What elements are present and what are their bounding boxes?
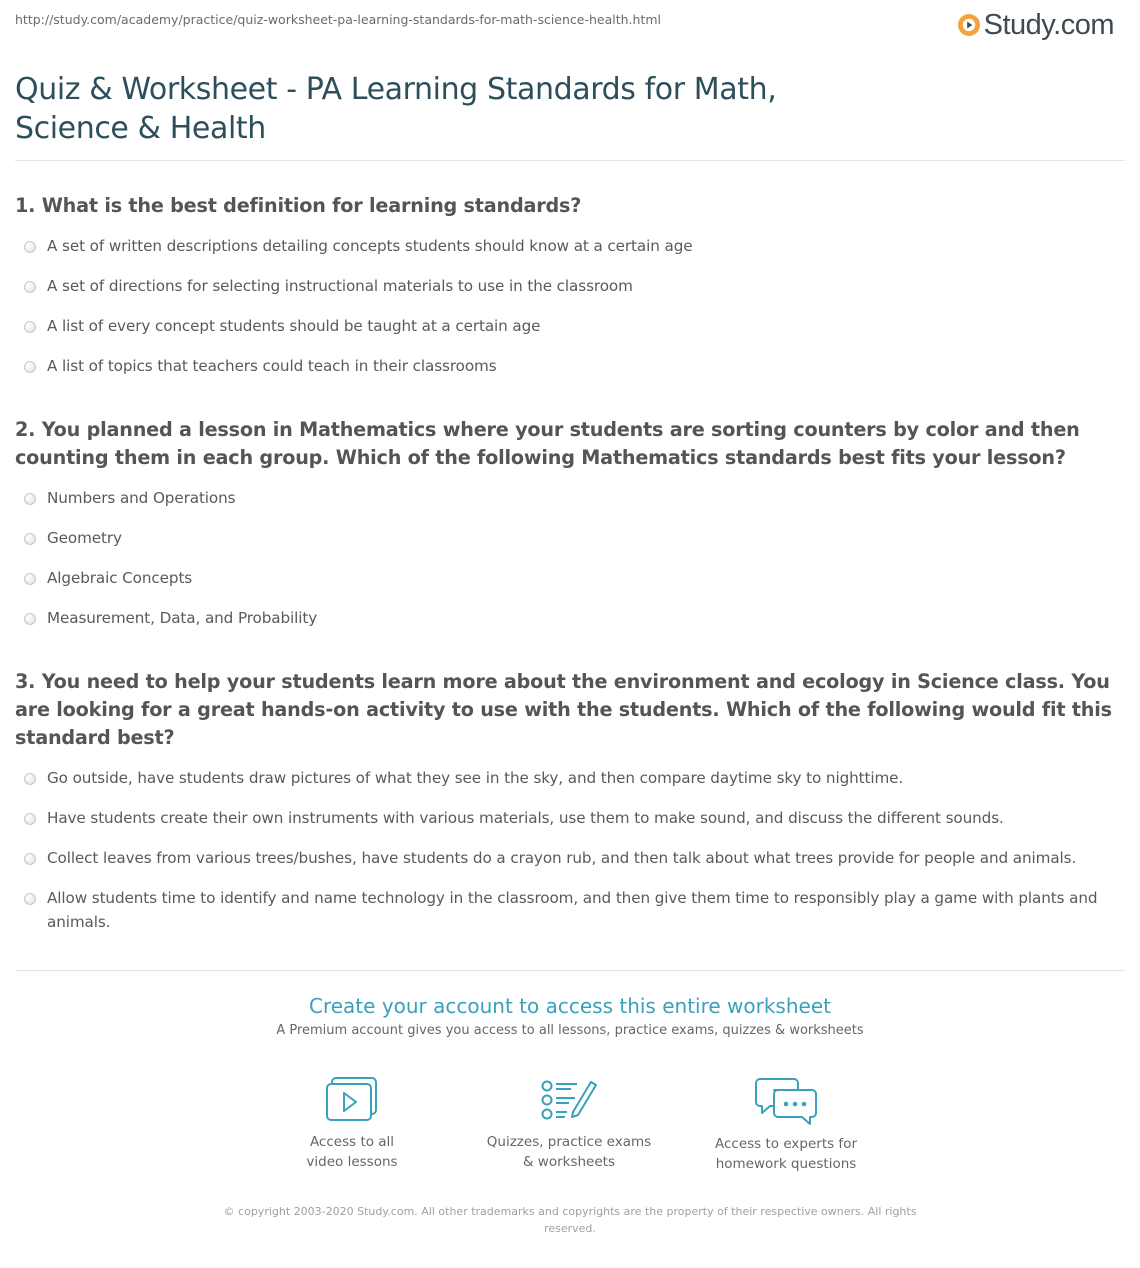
feature-quizzes bbox=[469, 1076, 669, 1172]
answer-options bbox=[15, 234, 1115, 378]
logo-text: Study.com bbox=[983, 8, 1114, 41]
answer-option[interactable] bbox=[15, 806, 1115, 830]
video-play-icon bbox=[324, 1076, 380, 1124]
feature-label bbox=[469, 1132, 669, 1172]
answer-label: A list of topics that teachers could teach in their classrooms bbox=[47, 357, 497, 375]
answer-option[interactable] bbox=[15, 274, 1115, 298]
answer-label: A list of every concept students should be taught at a certain age bbox=[47, 317, 541, 335]
answer-option[interactable] bbox=[15, 846, 1115, 870]
radio-button[interactable] bbox=[24, 573, 36, 585]
play-logo-icon bbox=[957, 13, 981, 37]
radio-button[interactable] bbox=[24, 281, 36, 293]
answer-option[interactable] bbox=[15, 486, 1115, 510]
top-bar bbox=[0, 0, 1140, 50]
answer-label: Collect leaves from various trees/bushes, have students do a crayon rub, and then talk about what trees provide for people and animals. bbox=[47, 849, 1077, 867]
question-text-prefix: 1. What is the best definition for bbox=[15, 194, 370, 217]
answer-option[interactable] bbox=[15, 566, 1115, 590]
answer-label: Go outside, have students draw pictures of what they see in the sky, and then compare daytime sky to nighttime. bbox=[47, 769, 904, 787]
answer-options bbox=[15, 486, 1115, 630]
answer-option[interactable] bbox=[15, 766, 1115, 790]
answer-label: Allow students time to identify and name technology in the classroom, and then give them time to responsibly play a game with plants and animals. bbox=[47, 889, 1098, 931]
feature-label-line: Access to experts for bbox=[714, 1136, 857, 1152]
answer-option[interactable] bbox=[15, 354, 1115, 378]
answer-label: Geometry bbox=[47, 529, 122, 547]
question-text: 2. You planned a lesson in Mathematics where your students are sorting counters by color and then counting them in each group. Which of the following Mathematics standards best fits your lesson? bbox=[15, 418, 1080, 469]
title-divider bbox=[15, 160, 1125, 161]
radio-button[interactable] bbox=[24, 533, 36, 545]
question-3 bbox=[15, 668, 1115, 950]
study-logo[interactable] bbox=[957, 8, 1114, 42]
feature-label-line: Quizzes, practice exams bbox=[486, 1134, 652, 1150]
answer-label: Measurement, Data, and Probability bbox=[47, 609, 318, 627]
feature-experts bbox=[686, 1076, 886, 1174]
radio-button[interactable] bbox=[24, 893, 36, 905]
question-2 bbox=[15, 416, 1115, 646]
answer-label: A set of directions for selecting instructional materials to use in the classroom bbox=[47, 277, 633, 295]
answer-option[interactable] bbox=[15, 606, 1115, 630]
feature-video-lessons bbox=[252, 1076, 452, 1172]
answer-option[interactable] bbox=[15, 886, 1115, 934]
radio-button[interactable] bbox=[24, 613, 36, 625]
question-text-emphasis: learning standards bbox=[369, 194, 571, 217]
radio-button[interactable] bbox=[24, 321, 36, 333]
cta-subtitle: A Premium account gives you access to all lessons, practice exams, quizzes & worksheets bbox=[276, 1023, 864, 1038]
answer-label: Algebraic Concepts bbox=[47, 569, 193, 587]
answer-label: Numbers and Operations bbox=[47, 489, 236, 507]
signup-cta bbox=[0, 992, 1140, 1040]
page-url: http://study.com/academy/practice/quiz-worksheet-pa-learning-standards-for-math-science-health.html bbox=[15, 12, 662, 27]
radio-button[interactable] bbox=[24, 813, 36, 825]
answer-label: Have students create their own instruments with various materials, use them to make sound, and discuss the different sounds. bbox=[47, 809, 1004, 827]
feature-label-line: Access to all bbox=[309, 1134, 395, 1150]
feature-label bbox=[252, 1132, 452, 1172]
answer-option[interactable] bbox=[15, 526, 1115, 550]
feature-label-line: video lessons bbox=[306, 1154, 398, 1170]
cta-divider bbox=[15, 970, 1125, 971]
checklist-icon bbox=[539, 1076, 599, 1124]
feature-label-line: & worksheets bbox=[522, 1154, 615, 1170]
radio-button[interactable] bbox=[24, 241, 36, 253]
answer-label: A set of written descriptions detailing concepts students should know at a certain age bbox=[47, 237, 693, 255]
question-text bbox=[15, 192, 1115, 220]
radio-button[interactable] bbox=[24, 493, 36, 505]
radio-button[interactable] bbox=[24, 853, 36, 865]
question-text: 3. You need to help your students learn more about the environment and ecology in Science class. You are looking for a great hands-on activity to use with the students. Which of the following would fit this standard best? bbox=[15, 670, 1112, 749]
feature-label-line: homework questions bbox=[715, 1156, 857, 1172]
page-title: Quiz & Worksheet - PA Learning Standards for Math, Science & Health bbox=[15, 72, 777, 146]
radio-button[interactable] bbox=[24, 361, 36, 373]
answer-options bbox=[15, 766, 1115, 934]
answer-option[interactable] bbox=[15, 234, 1115, 258]
feature-label bbox=[686, 1134, 886, 1174]
answer-option[interactable] bbox=[15, 314, 1115, 338]
question-text-suffix: ? bbox=[570, 194, 582, 217]
chat-bubbles-icon bbox=[754, 1076, 818, 1126]
cta-title-link[interactable]: Create your account to access this entire worksheet bbox=[309, 994, 831, 1018]
radio-button[interactable] bbox=[24, 773, 36, 785]
question-1 bbox=[15, 192, 1115, 394]
copyright-notice: © copyright 2003-2020 Study.com. All other trademarks and copyrights are the property of their respective owners. All rights reserved. bbox=[223, 1205, 917, 1235]
